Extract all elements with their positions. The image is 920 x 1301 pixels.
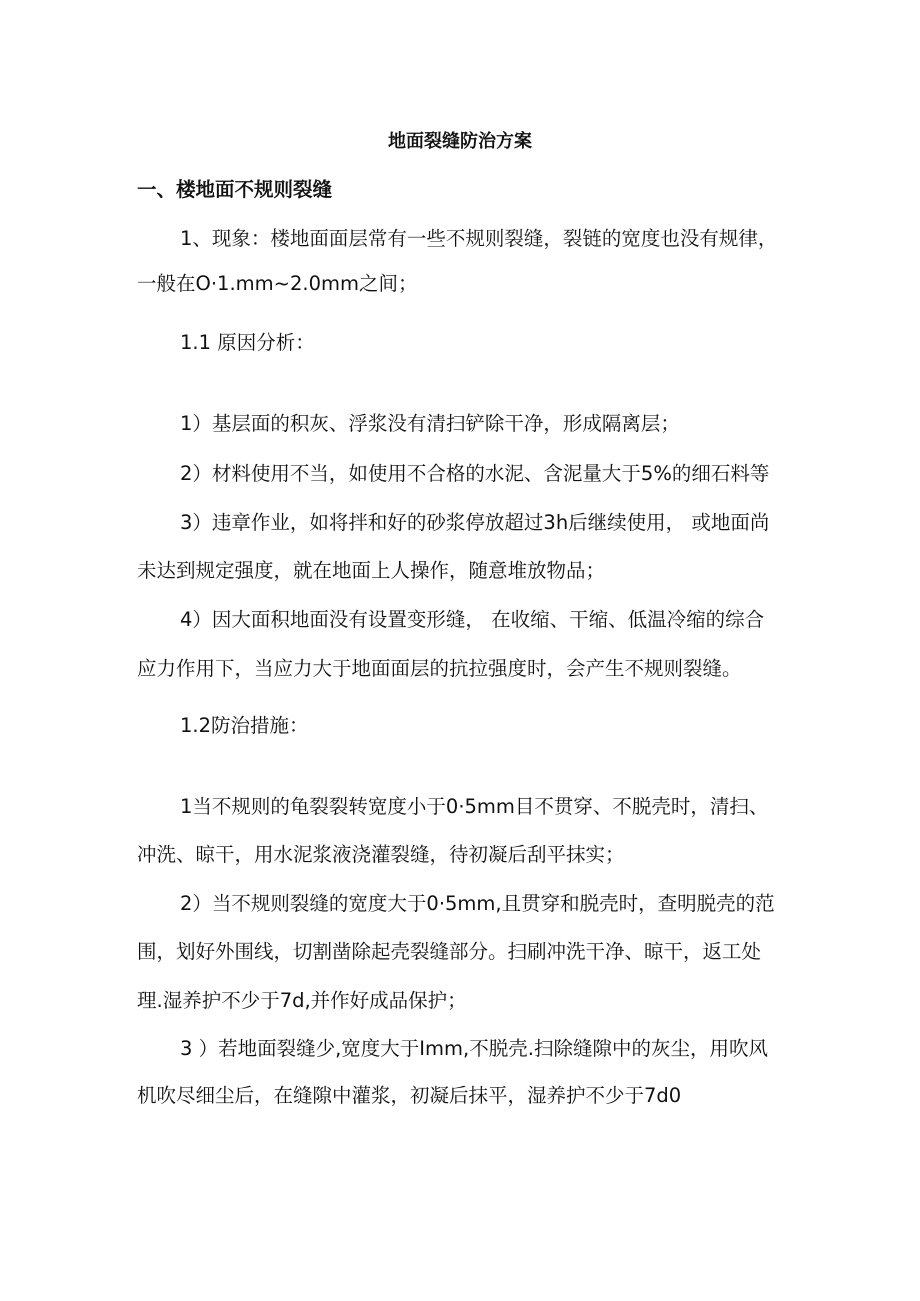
measure-item-2-line-1: 2）当不规则裂缝的宽度大于0·5mm,且贯穿和脱壳时，查明脱壳的范 (180, 892, 775, 915)
subheading-cause-analysis: 1.1 原因分析： (180, 331, 315, 354)
measure-item-2-line-3: 理.湿养护不少于7d,并作好成品保护； (137, 989, 467, 1012)
measure-item-1-line-2: 冲洗、晾干，用水泥浆液浇灌裂缝，待初凝后刮平抹实； (137, 843, 625, 866)
cause-item-4-line-1: 4）因大面积地面没有设置变形缝， 在收缩、干缩、低温冷缩的综合 (180, 608, 765, 631)
cause-item-4-line-2: 应力作用下，当应力大于地面面层的抗拉强度时，会产生不规则裂缝。 (137, 657, 742, 680)
measure-item-1-line-1: 1当不规则的龟裂裂转宽度小于0·5mm目不贯穿、不脱壳时，清扫、 (180, 795, 769, 818)
subheading-prevention-measures: 1.2防治措施： (180, 714, 309, 737)
paragraph-phenomenon-line-1: 1、现象：楼地面面层常有一些不规则裂缝，裂链的宽度也没有规律， (180, 227, 778, 250)
section-heading-1: 一、楼地面不规则裂缝 (137, 178, 333, 201)
cause-item-3-line-1: 3）违章作业，如将拌和好的砂浆停放超过3h后继续使用， 或地面尚 (180, 511, 770, 534)
measure-item-2-line-2: 围，划好外围线，切割凿除起壳裂缝部分。扫刷冲洗干净、晾干，返工处 (137, 940, 762, 963)
cause-item-1: 1）基层面的积灰、浮浆没有清扫铲除干净，形成隔离层； (180, 412, 680, 435)
measure-item-3-line-2: 机吹尽细尘后，在缝隙中灌浆，初凝后抹平，湿养护不少于7d0 (137, 1084, 682, 1107)
document-title: 地面裂缝防治方案 (388, 131, 532, 152)
cause-item-2: 2）材料使用不当，如使用不合格的水泥、含泥量大于5%的细石料等 (180, 462, 770, 485)
measure-item-3-line-1: 3 ）若地面裂缝少,宽度大于Imm,不脱壳.扫除缝隙中的灰尘，用吹风 (180, 1037, 768, 1060)
cause-item-3-line-2: 未达到规定强度，就在地面上人操作，随意堆放物品； (137, 559, 606, 582)
paragraph-phenomenon-line-2: 一般在O·1.mm~2.0mm之间； (137, 272, 418, 295)
